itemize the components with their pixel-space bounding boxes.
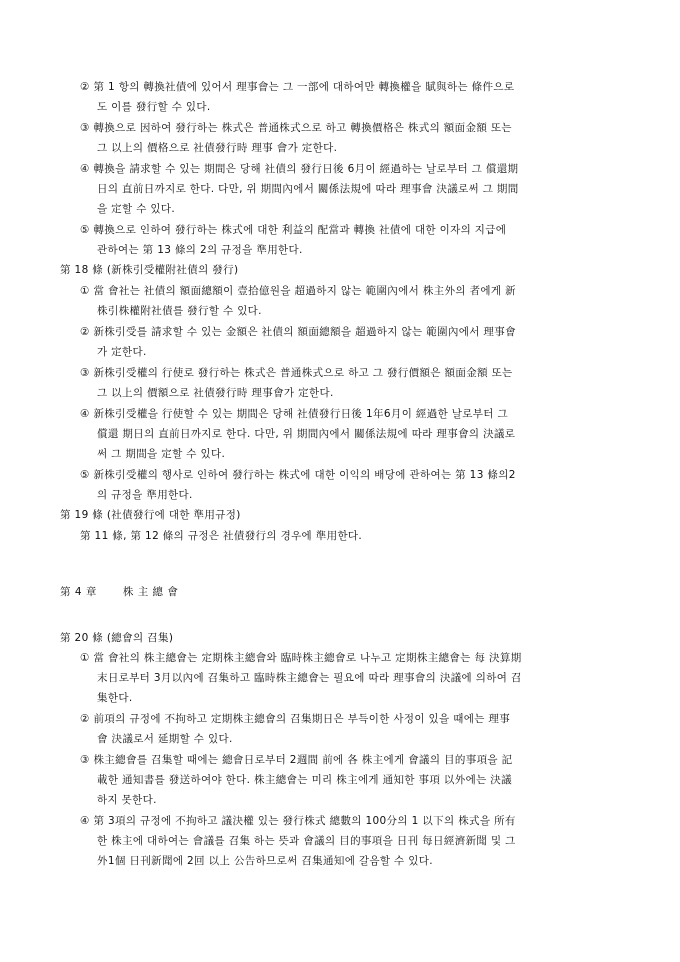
art17-item-5-line-2: 관하여는 第 13 條의 2의 규정을 準用한다.	[97, 244, 303, 256]
art18-heading: 第 18 條 (新株引受權附社債의 發行)	[60, 264, 239, 276]
art20-item-2-line-1: ② 前項의 규정에 不拘하고 定期株主總會의 召集期日은 부득이한 사정이 있을 때에는 理事	[80, 713, 511, 725]
art18-item-4-line-3: 써 그 期間을 定할 수 있다.	[97, 448, 226, 460]
art20-item-3-line-1: ③ 株主總會를 召集할 때에는 總會日로부터 2週間 前에 各 株主에게 會議의 目的事項을 記	[80, 754, 513, 766]
art18-item-5-line-2: 의 규정을 準用한다.	[97, 489, 193, 501]
art17-item-4-line-3: 을 定할 수 있다.	[97, 203, 176, 215]
art17-item-5-line-1: ⑤ 轉換으로 인하여 發行하는 株式에 대한 利益의 配當과 轉換 社債에 대한 이자의 지급에	[80, 224, 507, 236]
art18-item-4-line-1: ④ 新株引受權을 行使할 수 있는 期間은 당해 社債發行日後 1年6月이 經過한 날로부터 그	[80, 408, 508, 420]
chapter-title: 株 主 總 會	[122, 586, 179, 598]
art20-item-4-line-3: 外1個 日刊新聞에 2回 以上 公告하므로써 召集通知에 갈음할 수 있다.	[97, 855, 433, 867]
art17-item-4-line-2: 日의 直前日까지로 한다. 다만, 위 期間內에서 關係法規에 따라 理事會 決議로써 그 期間	[97, 183, 519, 195]
art18-item-3-line-2: 그 以上의 價額으로 社債發行時 理事會가 定한다.	[97, 387, 334, 399]
art19-heading: 第 19 條 (社債發行에 대한 準用규정)	[60, 509, 241, 521]
chapter-number: 第 4 章	[60, 586, 97, 598]
art18-item-1-line-2: 株引株權附社債를 發行할 수 있다.	[97, 305, 262, 317]
art17-item-3-line-2: 그 以上의 價格으로 社債發行時 理事 會가 定한다.	[97, 142, 338, 154]
art19-body: 第 11 條, 第 12 條의 규정은 社債發行의 경우에 準用한다.	[80, 530, 363, 542]
art20-heading: 第 20 條 (總會의 召集)	[60, 632, 174, 644]
chapter-heading	[60, 585, 178, 599]
art20-item-2-line-2: 會 決議로서 延期할 수 있다.	[97, 733, 233, 745]
art20-item-1-line-3: 集한다.	[97, 692, 133, 704]
art20-item-4-line-1: ④ 第 3項의 규정에 不拘하고 議決權 있는 發行株式 總數의 100分의 1 以下의 株式을 所有	[80, 815, 516, 827]
art20-item-3-line-2: 載한 通知書를 發送하여야 한다. 株主總會는 미리 株主에게 通知한 事項 以外에는 決議	[97, 774, 512, 786]
art20-item-3-line-3: 하지 못한다.	[97, 794, 157, 806]
art18-item-3-line-1: ③ 新株引受權의 行使로 發行하는 株式은 普通株式으로 하고 그 發行價額은 額面金額 또는	[80, 367, 513, 379]
art20-item-1-line-2: 末日로부터 3月以內에 召集하고 臨時株主總會는 필요에 따라 理事會의 決議에 의하여 召	[97, 672, 522, 684]
art18-item-4-line-2: 償還 期日의 直前日까지로 한다. 다만, 위 期間內에서 關係法規에 따라 理事會의 決議로	[97, 428, 516, 440]
art17-item-4-line-1: ④ 轉換을 請求할 수 있는 期間은 당해 社債의 發行日後 6月이 經過하는 날로부터 그 償還期	[80, 163, 519, 175]
art18-item-5-line-1: ⑤ 新株引受權의 행사로 인하여 發行하는 株式에 대한 이익의 배당에 관하여는 第 13 條의2	[80, 469, 516, 481]
art17-item-2-line-1: ② 第 1 항의 轉換社債에 있어서 理事會는 그 一部에 대하여만 轉換權을 賦與하는 條件으로	[80, 81, 515, 93]
art20-item-4-line-2: 한 株主에 대하여는 會議를 召集 하는 뜻과 會議의 目的事項을 日刊 每日經濟新聞 및 그	[97, 835, 516, 847]
art17-item-3-line-1: ③ 轉換으로 因하여 發行하는 株式은 普通株式으로 하고 轉換價格은 株式의 額面金額 또는	[80, 122, 512, 134]
art18-item-1-line-1: ① 當 會社는 社債의 額面總額이 壹拾億원을 超過하지 않는 範圍內에서 株主外의 者에게 新	[80, 285, 516, 297]
art17-item-2-line-2: 도 이를 發行할 수 있다.	[97, 101, 211, 113]
art18-item-2-line-2: 가 定한다.	[97, 346, 147, 358]
art20-item-1-line-1: ① 當 會社의 株主總會는 定期株主總會와 臨時株主總會로 나누고 定期株主總會는 每 決算期	[80, 652, 522, 664]
art18-item-2-line-1: ② 新株引受를 請求할 수 있는 金額은 社債의 額面總額을 超過하지 않는 範圍內에서 理事會	[80, 326, 516, 338]
